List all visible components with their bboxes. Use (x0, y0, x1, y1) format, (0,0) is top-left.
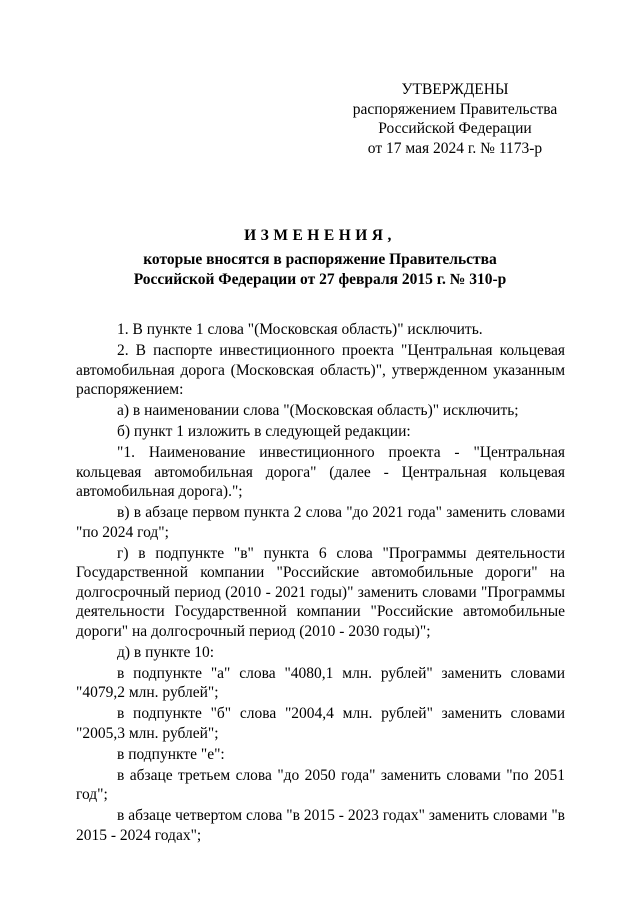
paragraph-subitem-a: в подпункте "а" слова "4080,1 млн. рублей" заменить словами "4079,2 млн. рублей"; (76, 664, 565, 701)
paragraph-quote-1: "1. Наименование инвестиционного проекта - "Центральная кольцевая автомобильная дорога" (далее - Центральная кольцевая автомобильная дорога)."; (76, 444, 565, 500)
paragraph-item-2g: г) в подпункте "в" пункта 6 слова "Программы деятельности Государственной компании "Российские автомобильные дороги" на долгосрочный период (2010 - 2021 годы)" заменить словами "Программы деятельности Государственной компании "Российские автомобильные дороги" на долгосрочный период (2010 - 2030 годы)"; (76, 544, 565, 640)
approval-heading: УТВЕРЖДЕНЫ (401, 81, 509, 98)
paragraph-subitem-e: в подпункте "е": (117, 745, 225, 763)
paragraph-item-2b: б) пункт 1 изложить в следующей редакции: (117, 423, 411, 440)
approval-line-1: распоряжением Правительства (352, 100, 558, 118)
paragraph-item-1: 1. В пункте 1 слова "(Московская область)" исключить. (117, 321, 483, 338)
paragraph-subitem-b: в подпункте "б" слова "2004,4 млн. рублей" заменить словами "2005,3 млн. рублей"; (76, 705, 565, 742)
subtitle-line-1: которые вносятся в распоряжение Правительства (143, 251, 497, 268)
paragraph-item-2a: а) в наименовании слова "(Московская область)" исключить; (117, 402, 519, 419)
document-title: ИЗМЕНЕНИЯ, (244, 227, 396, 244)
paragraph-item-2d: д) в пункте 10: (117, 643, 215, 661)
approval-stamp (330, 80, 580, 158)
paragraph-abzac-3: в абзаце третьем слова "до 2050 года" заменить словами "по 2051 год"; (76, 766, 565, 803)
approval-line-2: Российской Федерации (378, 120, 532, 137)
document-subtitle (0, 250, 640, 289)
paragraph-item-2v: в) в абзаце первом пункта 2 слова "до 2021 года" заменить словами "по 2024 год"; (76, 504, 565, 541)
paragraph-abzac-4: в абзаце четвертом слова "в 2015 - 2023 годах" заменить словами "в 2015 - 2024 годах"; (76, 807, 565, 844)
document-body (76, 320, 565, 847)
approval-line-3: от 17 мая 2024 г. № 1173-р (367, 139, 543, 157)
subtitle-line-2: Российской Федерации от 27 февраля 2015 г. № 310-р (133, 270, 507, 288)
paragraph-item-2: 2. В паспорте инвестиционного проекта "Центральная кольцевая автомобильная дорога (Московская область)", утвержденном указанным распоряжением: (76, 342, 565, 398)
